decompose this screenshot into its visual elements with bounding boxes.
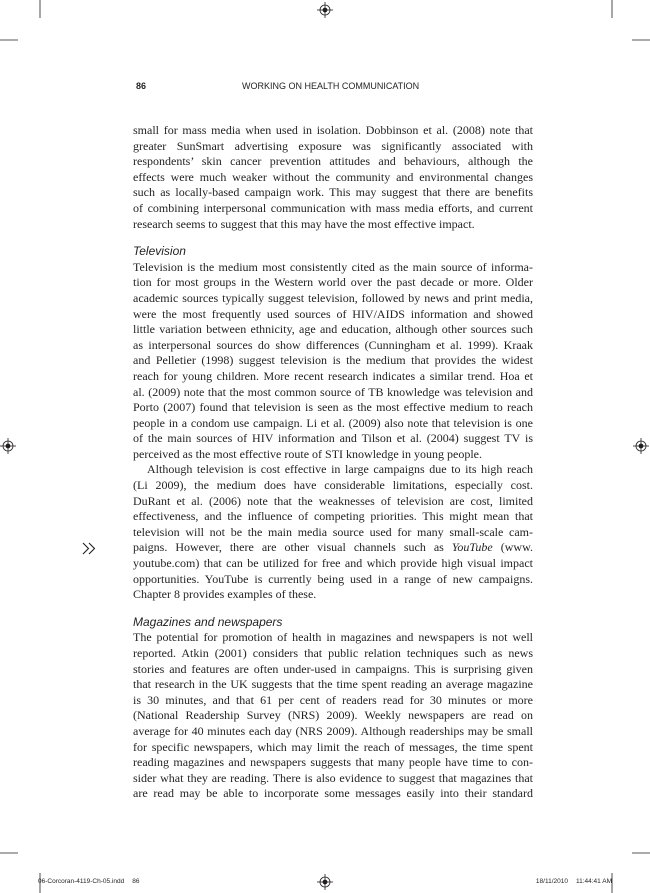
slug-file-info [38,878,139,886]
text-line [133,540,533,556]
text-line: DuRant et al. (2006) note that the weaknesses of television are cost, limited [133,493,533,508]
text-line: greater SunSmart advertising exposure was significantly associated with [133,138,533,153]
text-line: is 30 minutes, and that 61 per cent of readers read for 30 minutes or more [133,692,533,707]
crop-mark-top-left-icon [0,0,40,40]
slug-page-number: 86 [132,878,140,885]
text-line: for specific newspapers, which may limit the reach of messages, the time spent [133,739,533,754]
registration-mark-left-icon [0,438,16,454]
text-line: al. (2009) note that the most common source of TB knowledge was television and [133,384,533,399]
slug-date: 18/11/2010 [535,878,568,885]
text-line: Porto (2007) found that television is seen as the most effective medium to reach [133,400,533,415]
text-line: effectiveness, and the influence of competing priorities. This might mean that [133,509,533,524]
text-line: people in a condom use campaign. Li et al. (2009) also note that television is one [133,415,533,430]
text-line: opportunities. YouTube is currently being used in a range of new campaigns. [133,571,533,586]
section-heading-magazines: Magazines and newspapers [133,614,283,629]
text-line: Chapter 8 provides examples of these. [133,587,317,602]
text-line: tion for most groups in the Western world over the past decade or more. Older [133,275,533,290]
text-line: average for 40 minutes each day (NRS 2009). Although readerships may be small [133,723,533,738]
crop-mark-top-right-icon [612,0,650,40]
text-line: perceived as the most effective route of STI knowledge in young people. [133,446,483,461]
text-line: respondents’ skin cancer prevention attitudes and behaviours, although the [133,154,533,169]
text-line: such as locally-based campaign work. This may suggest that there are benefits [133,185,533,200]
text-line: Although television is cost effective in large campaigns due to its high reach [147,462,533,477]
text-line: Television is the medium most consistently cited as the main source of informa- [133,259,533,274]
page-number: 86 [136,81,147,91]
registration-mark-top-icon [317,2,333,18]
text-line: small for mass media when used in isolation. Dobbinson et al. (2008) note that [133,123,533,137]
text-line: stories and features are often under-used in campaigns. This is surprising given [133,661,533,676]
text-line: and Pelletier (1998) suggest television is the medium that provides the widest [133,353,533,368]
crop-mark-bottom-left-icon [0,853,40,893]
text-segment: paigns. However, there are other visual channels such as [133,540,452,555]
running-title: WORKING ON HEALTH COMMUNICATION [242,81,420,91]
text-line: reading magazines and newspapers suggests that many people have time to con- [133,755,533,770]
text-line: reported. Atkin (2001) considers that public relation techniques such as news [133,646,533,660]
slug-file-name: 06-Corcoran-4119-Ch-05.indd [38,878,125,885]
text-line: effects were much weaker without the community and environmental changes [133,169,533,184]
text-line: were the most frequently used sources of HIV/AIDS information and showed [133,306,533,321]
section-heading-television: Television [133,244,186,259]
paragraph-continued [133,123,533,232]
italic-title: YouTube [451,540,493,555]
slug-timestamp [536,878,612,886]
text-line: are read may be able to incorporate some messages easily into their standard [133,786,533,801]
text-line: as interpersonal sources do show differences (Cunningham et al. 1999). Kraak [133,337,533,352]
text-line: reach for young children. More recent research indicates a similar trend. Hoa et [133,368,533,383]
double-chevron-icon [83,543,95,554]
text-line: youtube.com) that can be utilized for free and which provide high visual impact [133,556,533,571]
text-line: (National Readership Survey (NRS) 2009). Weekly newspapers are read on [133,708,533,723]
registration-mark-right-icon [633,438,649,454]
registration-mark-bottom-icon [317,874,333,890]
text-line: sider what they are reading. There is also evidence to suggest that magazines that [133,770,533,785]
text-line: research seems to suggest that this may have the most effective impact. [133,216,475,231]
text-line: little variation between ethnicity, age and education, although other sources such [133,322,533,337]
text-line: academic sources typically suggest television, followed by news and print media, [133,290,533,305]
paragraph-television-cost [133,462,533,602]
text-line: of the main sources of HIV information and Tilson et al. (2004) suggest TV is [133,431,533,446]
slug-time: 11:44:41 AM [575,878,612,885]
body-text [133,123,533,802]
text-segment: (www. [492,540,533,555]
text-line: of combining interpersonal communication with mass media efforts, and current [133,200,533,215]
text-line: television will not be the main media source used for many small-scale cam- [133,524,533,539]
text-line: (Li 2009), the medium does have considerable limitations, especially cost. [133,478,533,493]
crop-mark-bottom-right-icon [612,853,650,893]
paragraph-television [133,260,533,463]
text-line: that research in the UK suggests that the time spent reading an average magazine [133,677,533,692]
text-line: The potential for promotion of health in magazines and newspapers is not well [133,630,533,645]
paragraph-magazines [133,630,533,802]
